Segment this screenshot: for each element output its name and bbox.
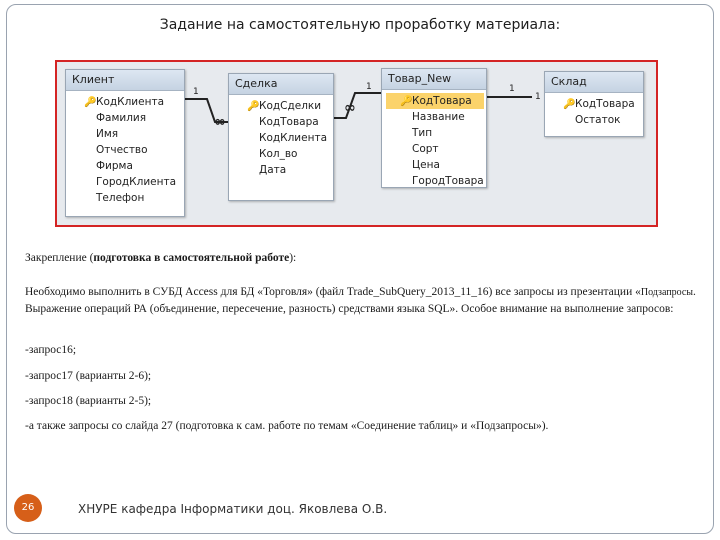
key-icon: 🔑: [563, 99, 576, 110]
relation-1-many-label: ∞: [214, 114, 226, 130]
field[interactable]: Фирма: [96, 160, 133, 172]
list-item: -а также запросы со слайда 27 (подготовка к сам. работе по темам «Соединение таблиц» и «Подзапросы»).: [25, 420, 549, 432]
field[interactable]: Сорт: [412, 143, 439, 155]
field[interactable]: ГородКлиента: [96, 176, 177, 188]
relation-2-one-label: 1: [366, 82, 372, 92]
field[interactable]: ГородТовара: [412, 175, 484, 187]
field[interactable]: Тип: [412, 127, 433, 139]
relationship-diagram: [55, 60, 658, 227]
field[interactable]: Кол_во: [259, 148, 298, 160]
list-item: -запрос18 (варианты 2-5);: [25, 395, 152, 407]
key-icon: 🔑: [247, 101, 260, 112]
field[interactable]: Цена: [412, 159, 440, 171]
relation-line-tovar-sdelka: [333, 93, 381, 118]
field[interactable]: Телефон: [96, 192, 145, 204]
table-klient[interactable]: [65, 69, 185, 217]
reinforcement-line: Закрепление (подготовка в самостоятельной работе):: [25, 252, 297, 264]
page-number-badge: 26: [14, 494, 42, 522]
table-title[interactable]: Клиент: [66, 70, 184, 91]
field[interactable]: Имя: [96, 128, 119, 140]
field-primary-key[interactable]: 🔑 КодТовара: [549, 96, 641, 112]
task-paragraph: Необходимо выполнить в СУБД Access для БД «Торговля» (файл Trade_SubQuery_2013_11_16) все запросы из презентации «Подзапросы. Выражение операций РА (объединение, пересечение, разность) средствами языка SQL». Особое внимание на выполнение запросов:: [25, 286, 696, 315]
table-tovar-new[interactable]: [381, 68, 487, 188]
field[interactable]: КодКлиента: [259, 132, 328, 144]
key-icon: 🔑: [84, 97, 97, 108]
key-icon: 🔑: [400, 96, 413, 107]
relation-2-many-label: ∞: [344, 100, 356, 116]
table-title[interactable]: Склад: [545, 72, 643, 93]
field[interactable]: Отчество: [96, 144, 148, 156]
table-title[interactable]: Товар_New: [382, 69, 486, 90]
field-primary-key[interactable]: 🔑 КодСделки: [233, 98, 331, 114]
field[interactable]: Фамилия: [96, 112, 147, 124]
field-primary-key-selected[interactable]: 🔑 КодТовара: [386, 93, 484, 109]
table-sklad[interactable]: [544, 71, 644, 137]
relation-1-one-label: 1: [193, 87, 199, 97]
list-item: -запрос16;: [25, 344, 77, 356]
footer-text: ХНУРЕ кафедра Інформатики доц. Яковлева О.В.: [78, 502, 388, 516]
field[interactable]: Остаток: [575, 114, 621, 126]
slide-title: Задание на самостоятельную проработку материала:: [159, 17, 561, 33]
table-sdelka[interactable]: [228, 73, 334, 201]
relation-3-many-label: 1: [535, 92, 541, 102]
field[interactable]: КодТовара: [259, 116, 319, 128]
field-primary-key[interactable]: 🔑 КодКлиента: [70, 94, 182, 110]
field[interactable]: Название: [412, 111, 465, 123]
relation-3-one-label: 1: [509, 84, 515, 94]
list-item: -запрос17 (варианты 2-6);: [25, 370, 152, 382]
table-title[interactable]: Сделка: [229, 74, 333, 95]
field[interactable]: Дата: [259, 164, 287, 176]
